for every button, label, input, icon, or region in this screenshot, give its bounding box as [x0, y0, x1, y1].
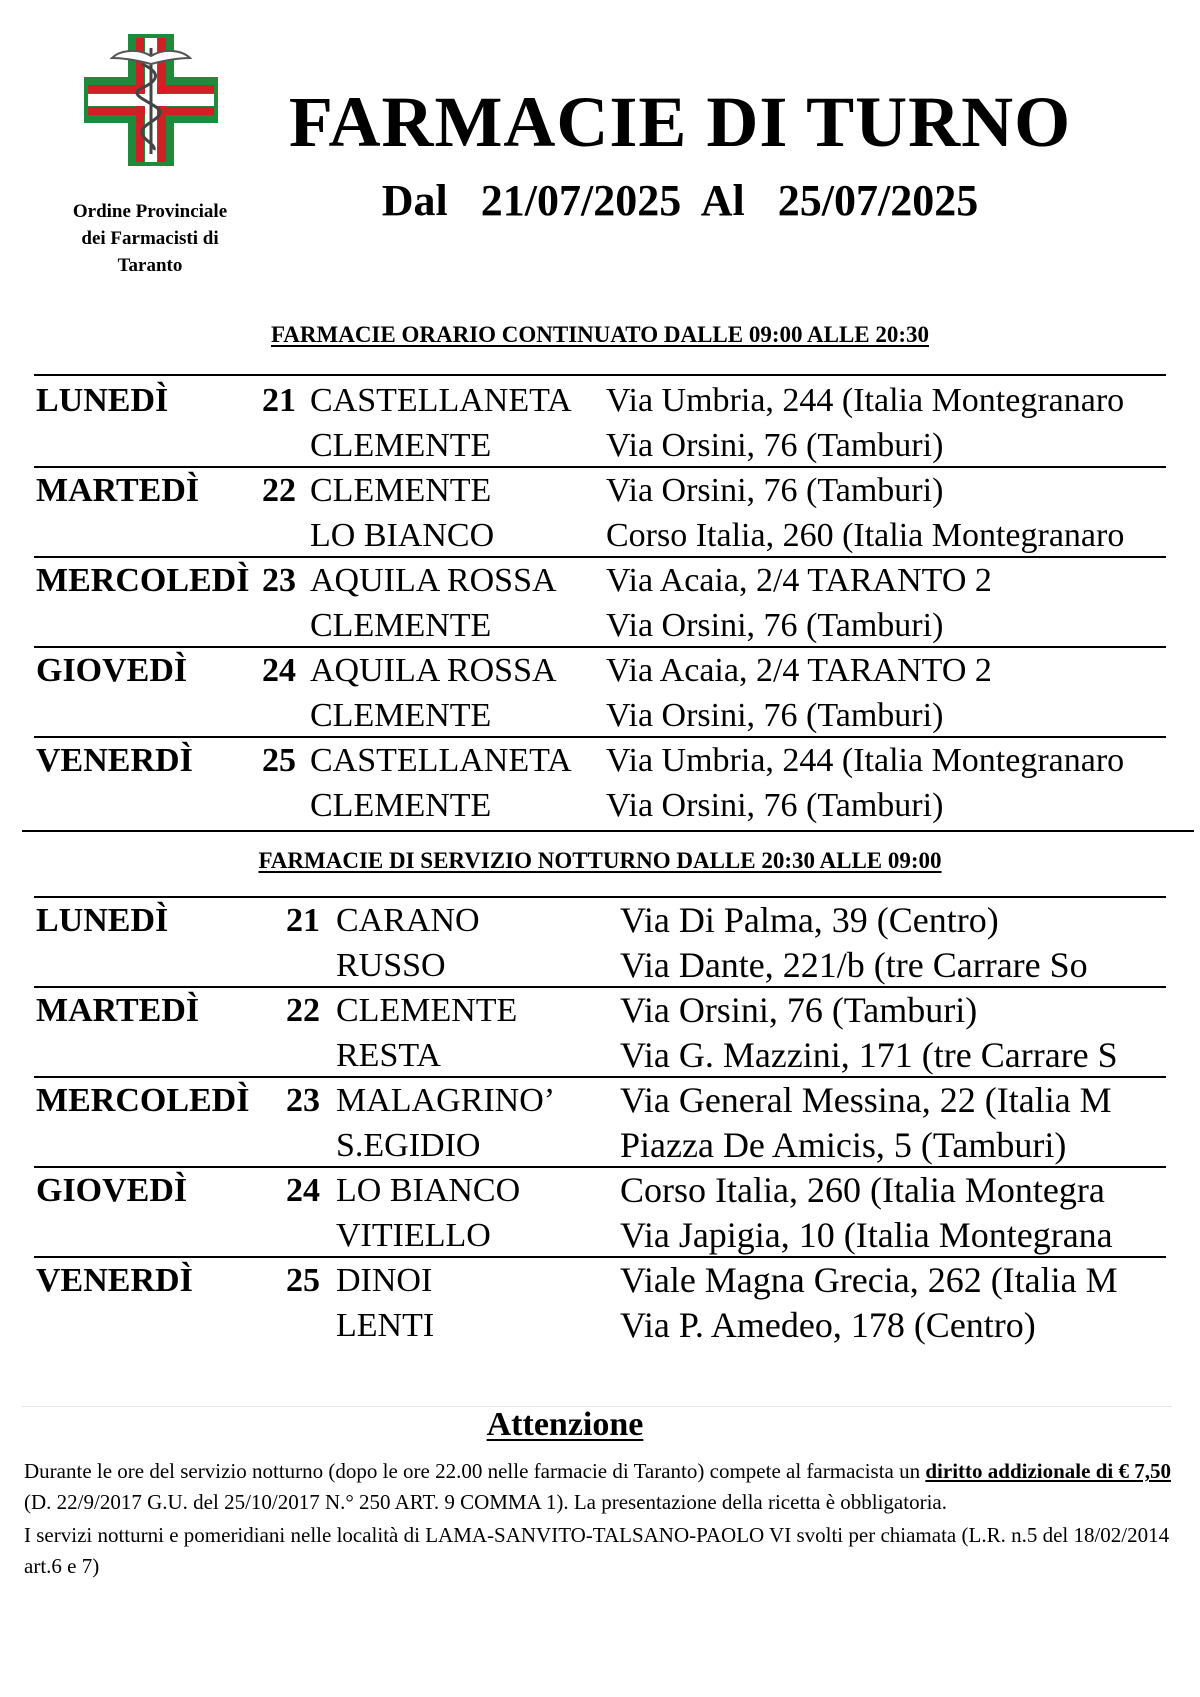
day-label: MERCOLEDÌ — [36, 562, 250, 599]
day-row-monday — [0, 378, 1200, 468]
day-number: 25 — [286, 1262, 320, 1299]
section-divider — [22, 830, 1194, 832]
pharmacy-address: Via P. Amedeo, 178 (Centro) — [620, 1305, 1036, 1345]
pharmacy-name: VITIELLO — [336, 1217, 491, 1254]
pharmacy-name: RUSSO — [336, 947, 446, 984]
pharmacy-address: Via Orsini, 76 (Tamburi) — [606, 607, 944, 644]
organization-name — [40, 198, 260, 279]
day-label: MARTEDÌ — [36, 472, 200, 509]
pharmacy-address: Via Acaia, 2/4 TARANTO 2 — [606, 652, 992, 689]
day-number: 23 — [262, 562, 296, 599]
night-row-wednesday — [0, 1078, 1200, 1168]
note-text: Durante le ore del servizio notturno (dopo le ore 22.00 nelle farmacie di Taranto) compete al farmacista un — [24, 1459, 926, 1483]
pharmacy-name: AQUILA ROSSA — [310, 562, 557, 599]
day-label: GIOVEDÌ — [36, 1172, 188, 1209]
attention-notes — [24, 1456, 1174, 1584]
day-number: 25 — [262, 742, 296, 779]
pharmacy-address: Corso Italia, 260 (Italia Montegra — [620, 1170, 1105, 1210]
pharmacy-name: CLEMENTE — [336, 992, 518, 1029]
day-label: LUNEDÌ — [36, 902, 169, 939]
org-line-1: Ordine Provinciale — [72, 201, 228, 222]
pharmacy-address: Via Orsini, 76 (Tamburi) — [606, 427, 944, 464]
pharmacy-address: Via Dante, 221/b (tre Carrare So — [620, 945, 1088, 985]
pharmacy-address: Piazza De Amicis, 5 (Tamburi) — [620, 1125, 1067, 1165]
pharmacy-name: CASTELLANETA — [310, 382, 572, 419]
night-row-tuesday — [0, 988, 1200, 1078]
day-row-thursday — [0, 648, 1200, 738]
night-row-thursday — [0, 1168, 1200, 1258]
day-label: GIOVEDÌ — [36, 652, 188, 689]
pharmacy-address: Via Orsini, 76 (Tamburi) — [620, 990, 978, 1030]
day-section-title: FARMACIE ORARIO CONTINUATO DALLE 09:00 ALLE 20:30 — [270, 322, 930, 347]
pharmacy-name: LENTI — [336, 1307, 435, 1344]
day-row-tuesday — [0, 468, 1200, 558]
pharmacy-name: AQUILA ROSSA — [310, 652, 557, 689]
note-text: (D. 22/9/2017 G.U. del 25/10/2017 N.° 250 ART. 9 COMMA 1). La presentazione della ricetta è obbligatoria. — [24, 1490, 947, 1514]
divider — [34, 374, 1166, 376]
pharmacy-address: Via Orsini, 76 (Tamburi) — [606, 697, 944, 734]
day-label: MARTEDÌ — [36, 992, 200, 1029]
org-line-2: dei Farmacisti di — [81, 228, 219, 249]
pharmacy-name: LO BIANCO — [336, 1172, 521, 1209]
day-label: VENERDÌ — [36, 1262, 193, 1299]
pharmacy-address: Corso Italia, 260 (Italia Montegranaro — [606, 517, 1125, 554]
day-number: 21 — [262, 382, 296, 419]
day-number: 24 — [262, 652, 296, 689]
pharmacy-address: Via G. Mazzini, 171 (tre Carrare S — [620, 1035, 1118, 1075]
pharmacy-name: MALAGRINO’ — [336, 1082, 556, 1119]
pharmacy-name: CLEMENTE — [310, 427, 492, 464]
night-row-friday — [0, 1258, 1200, 1348]
day-number: 22 — [262, 472, 296, 509]
pharmacy-name: CLEMENTE — [310, 697, 492, 734]
day-label: MERCOLEDÌ — [36, 1082, 250, 1119]
day-row-wednesday — [0, 558, 1200, 648]
day-number: 21 — [286, 902, 320, 939]
pharmacy-address: Via Umbria, 244 (Italia Montegranaro — [606, 742, 1125, 779]
day-label: VENERDÌ — [36, 742, 193, 779]
pharmacy-address: Via Orsini, 76 (Tamburi) — [606, 787, 944, 824]
day-row-friday — [0, 738, 1200, 828]
pharmacy-name: CLEMENTE — [310, 787, 492, 824]
page-title: FARMACIE DI TURNO — [288, 82, 1072, 162]
day-number: 24 — [286, 1172, 320, 1209]
pharmacy-address: Via Japigia, 10 (Italia Montegrana — [620, 1215, 1113, 1255]
additional-fee: diritto addizionale di € 7,50 — [925, 1459, 1171, 1483]
pharmacy-address: Viale Magna Grecia, 262 (Italia M — [620, 1260, 1118, 1300]
pharmacy-address: Via Di Palma, 39 (Centro) — [620, 900, 999, 940]
pharmacy-name: RESTA — [336, 1037, 441, 1074]
pharmacy-address: Via Orsini, 76 (Tamburi) — [606, 472, 944, 509]
day-label: LUNEDÌ — [36, 382, 169, 419]
pharmacy-address: Via General Messina, 22 (Italia M — [620, 1080, 1112, 1120]
pharmacy-name: CASTELLANETA — [310, 742, 572, 779]
night-row-monday — [0, 898, 1200, 988]
attention-title: Attenzione — [486, 1406, 644, 1443]
day-number: 23 — [286, 1082, 320, 1119]
pharmacy-address: Via Umbria, 244 (Italia Montegranaro — [606, 382, 1125, 419]
pharmacy-name: LO BIANCO — [310, 517, 495, 554]
pharmacy-name: CARANO — [336, 902, 480, 939]
pharmacy-name: CLEMENTE — [310, 472, 492, 509]
pharmacy-cross-caduceus-icon — [84, 34, 218, 166]
night-section-title: FARMACIE DI SERVIZIO NOTTURNO DALLE 20:30 ALLE 09:00 — [258, 848, 942, 873]
note-paragraph: I servizi notturni e pomeridiani nelle località di LAMA-SANVITO-TALSANO-PAOLO VI svolti per chiamata (L.R. n.5 del 18/02/2014 art.6 e 7) — [24, 1523, 1170, 1578]
pharmacy-name: DINOI — [336, 1262, 433, 1299]
note-paragraph — [24, 1456, 1174, 1518]
pharmacy-name: CLEMENTE — [310, 607, 492, 644]
pharmacy-address: Via Acaia, 2/4 TARANTO 2 — [606, 562, 992, 599]
day-number: 22 — [286, 992, 320, 1029]
org-line-3: Taranto — [117, 255, 183, 276]
pharmacy-name: S.EGIDIO — [336, 1127, 481, 1164]
date-range: Dal 21/07/2025 Al 25/07/2025 — [381, 176, 979, 225]
